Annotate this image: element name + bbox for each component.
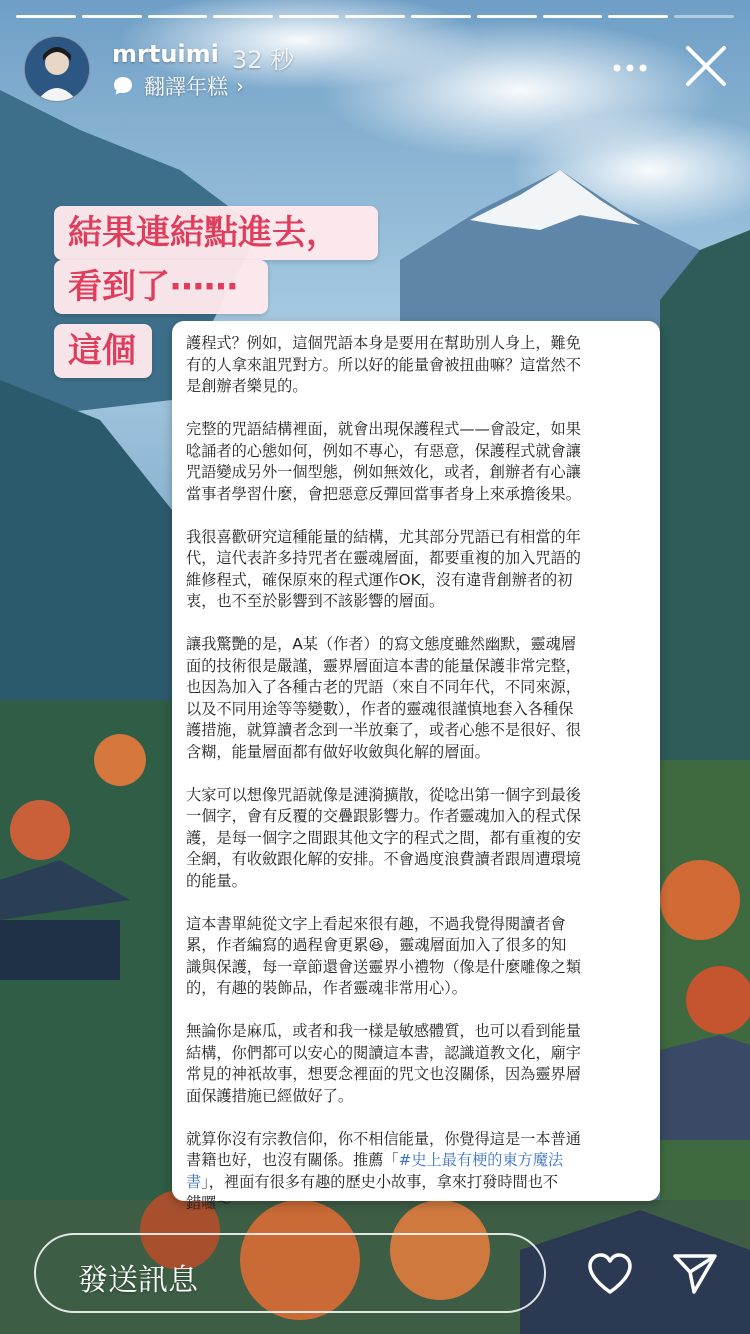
progress-segment [16, 15, 76, 18]
progress-segment [345, 15, 405, 18]
progress-segment [608, 15, 668, 18]
progress-segment [148, 15, 208, 18]
post-text-segment: 」，裡面有很多有趣的歷史小故事，拿來打發時間也不 錯囉～ [186, 1172, 559, 1212]
progress-segment [213, 15, 273, 18]
post-paragraph: 大家可以想像咒語就像是漣漪擴散，從唸出第一個字到最後 一個字，會有反覆的交疊跟影響力。作者靈魂加入的程式保 護，是每一個字之間跟其他文字的程式之間，都有重複的安 全網，有收斂跟化解的安排。不會過度浪費讀者跟周遭環境 的能量。 [186, 785, 581, 890]
chat-bubble-icon [112, 75, 134, 97]
progress-segment [477, 15, 537, 18]
post-paragraph: 護程式？例如，這個咒語本身是要用在幫助別人身上，難免 有的人拿來詛咒對方。所以好的能量會被扭曲嘛？這當然不 是創辦者樂見的。 [186, 334, 581, 395]
message-placeholder: 發送訊息 [78, 1263, 198, 1298]
post-time: 32 秒 [232, 46, 295, 74]
message-input[interactable] [34, 1233, 546, 1313]
post-text [186, 333, 646, 1236]
post-paragraph: 無論你是麻瓜，或者和我一樣是敏感體質，也可以看到能量 結構，你們都可以安心的閱讀這本書，認識道教文化，廟宇 常見的神祇故事，想要念裡面的咒文也沒關係，因為靈界層 面保護措施已經做好了。 [186, 1022, 581, 1105]
post-paragraph: 完整的咒語結構裡面，就會出現保護程式——會設定，如果 唸誦者的心態如何，例如不專心，有惡意，保護程式就會讓 咒語變成另外一個型態，例如無效化，或者，創辦者有心讓 當事者學習什麼，會把惡意反彈回當事者身上來承擔後果。 [186, 420, 581, 503]
text-sticker: 這個 [54, 324, 152, 378]
close-button[interactable] [682, 42, 730, 90]
progress-segment [279, 15, 339, 18]
story-progress-bar [16, 15, 734, 19]
text-sticker: 結果連結點進去， [54, 206, 378, 260]
send-button[interactable] [672, 1252, 718, 1296]
post-paragraph-last [186, 1129, 646, 1215]
translate-link[interactable] [112, 72, 244, 100]
story-header [24, 36, 730, 102]
post-paragraph: 這本書單純從文字上看起來很有趣，不過我覺得閱讀者會 累，作者編寫的過程會更累😆，靈魂層面加入了很多的知 識與保護，每一章節還會送靈界小禮物（像是什麼雕像之類 的，有趣的裝飾品，作者靈魂非常用心）。 [186, 914, 581, 997]
hashtag-link[interactable]: #史上最有梗的東方魔法 書 [186, 1151, 564, 1191]
progress-segment [674, 15, 734, 18]
post-text-segment: 就算你沒有宗教信仰，你不相信能量，你覺得這是一本普通 書籍也好，也沒有關係。推薦「 [186, 1129, 581, 1169]
progress-segment [82, 15, 142, 18]
send-icon [672, 1252, 718, 1296]
heart-icon [586, 1252, 634, 1296]
shared-post-card[interactable] [172, 321, 660, 1212]
text-sticker: 看到了⋯⋯ [54, 260, 268, 314]
more-dots-icon [613, 64, 647, 72]
progress-segment [411, 15, 471, 18]
like-button[interactable] [586, 1252, 634, 1296]
post-paragraph: 我很喜歡研究這種能量的結構，尤其部分咒語已有相當的年 代，這代表許多持咒者在靈魂層面，都要重複的加入咒語的 維修程式，確保原來的程式運作OK，沒有違背創辦者的初 衷，也不至於影響到不該影響的層面。 [186, 527, 581, 610]
close-icon [682, 42, 730, 90]
translate-label: 翻譯年糕 [144, 75, 228, 99]
avatar-image [25, 37, 89, 101]
chevron-right-icon: › [236, 74, 244, 98]
avatar[interactable] [24, 36, 90, 102]
post-paragraph: 讓我驚艷的是，A某（作者）的寫文態度雖然幽默，靈魂層 面的技術很是嚴謹，靈界層面這本書的能量保護非常完整， 也因為加入了各種古老的咒語（來自不同年代，不同來源， 以及不同用途等等變數），作者的靈魂很謹慎地套入各種保 護措施，就算讀者念到一半放棄了，或者心態不是很好、很 含糊，能量層面都有做好收斂與化解的層面。 [186, 635, 581, 761]
progress-segment [543, 15, 603, 18]
more-options-button[interactable] [610, 56, 650, 80]
username[interactable]: mrtuimi [112, 40, 219, 68]
